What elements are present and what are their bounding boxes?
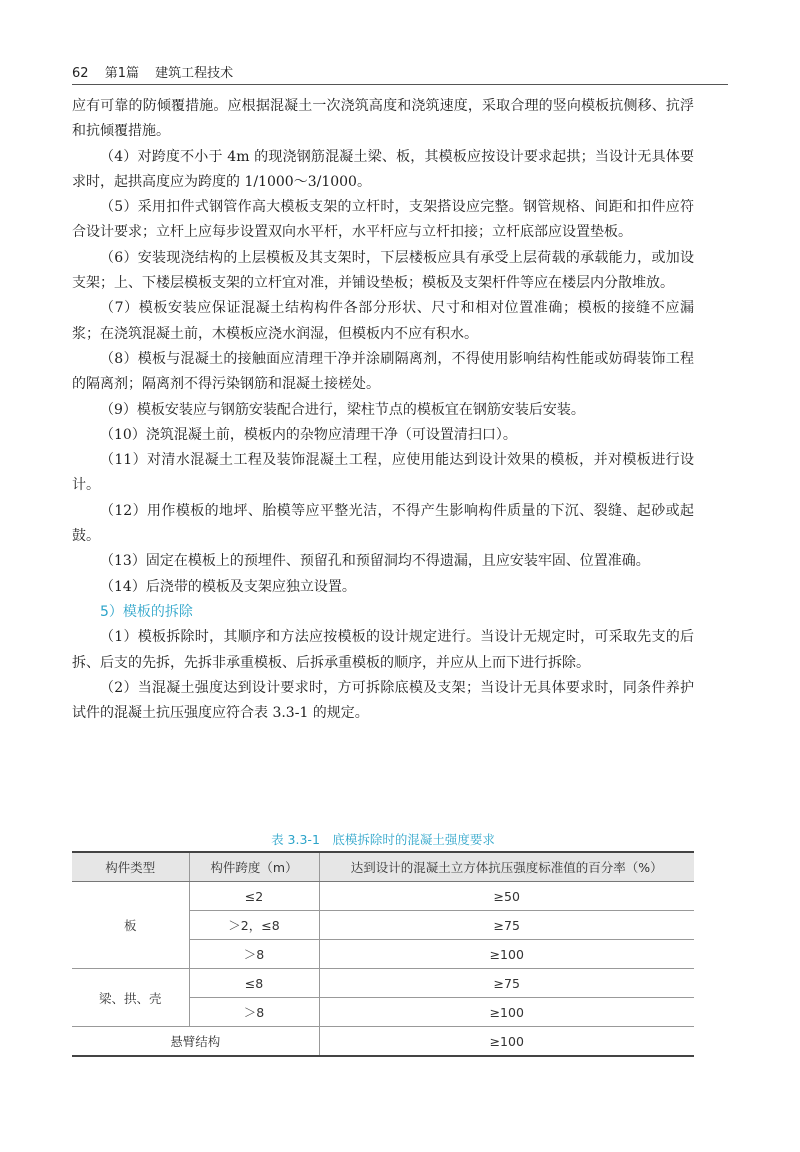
span-cell: ＞8 <box>189 940 319 969</box>
table-caption: 表 3.3-1 底模拆除时的混凝土强度要求 <box>271 832 495 847</box>
paragraph-removal-1: （1）模板拆除时，其顺序和方法应按模板的设计规定进行。当设计无规定时，可采取先支的后拆、后支的先拆，先拆非承重模板、后拆承重模板的顺序，并应从上而下进行拆除。 <box>72 629 694 671</box>
member-type-cell: 梁、拱、壳 <box>72 969 189 1027</box>
span-cell: ≤2 <box>189 882 319 911</box>
table-row <box>72 969 694 998</box>
paragraph-item-5: （5）采用扣件式钢管作高大模板支架的立杆时，支架搭设应完整。钢管规格、间距和扣件应符合设计要求；立杆上应每步设置双向水平杆，水平杆应与立杆扣接；立杆底部应设置垫板。 <box>72 199 694 241</box>
header-strength-percent: 达到设计的混凝土立方体抗压强度标准值的百分率（%） <box>319 852 694 882</box>
page-header <box>72 62 728 81</box>
paragraph-item-12: （12）用作模板的地坪、胎模等应平整光洁，不得产生影响构件质量的下沉、裂缝、起砂或起鼓。 <box>72 502 694 545</box>
paragraph-item-7: （7）模板安装应保证混凝土结构构件各部分形状、尺寸和相对位置准确；模板的接缝不应漏浆；在浇筑混凝土前，木模板应浇水润湿，但模板内不应有积水。 <box>72 300 694 342</box>
percent-cell: ≥100 <box>319 1027 694 1057</box>
paragraph-item-14: （14）后浇带的模板及支架应独立设置。 <box>100 578 356 595</box>
percent-cell: ≥75 <box>319 911 694 940</box>
paragraph-item-8: （8）模板与混凝土的接触面应清理干净并涂刷隔离剂，不得使用影响结构性能或妨碍装饰工程的隔离剂；隔离剂不得污染钢筋和混凝土接槎处。 <box>72 350 694 393</box>
paragraph-removal-2: （2）当混凝土强度达到设计要求时，方可拆除底模及支架；当设计无具体要求时，同条件养护试件的混凝土抗压强度应符合表 3.3-1 的规定。 <box>72 679 694 722</box>
strength-table <box>72 851 694 1057</box>
paragraph-item-10: （10）浇筑混凝土前，模板内的杂物应清理干净（可设置清扫口）。 <box>100 426 517 443</box>
body-text <box>72 94 694 726</box>
paragraph-continued: 应有可靠的防倾覆措施。应根据混凝土一次浇筑高度和浇筑速度，采取合理的竖向模板抗侧移、抗浮和抗倾覆措施。 <box>72 98 694 140</box>
page-number: 62 <box>72 66 89 81</box>
percent-cell: ≥75 <box>319 969 694 998</box>
table-header-row <box>72 852 694 882</box>
header-rule <box>72 84 728 85</box>
span-cell: ＞8 <box>189 998 319 1027</box>
chapter-label: 第1篇 <box>104 66 139 81</box>
span-cell: ＞2，≤8 <box>189 911 319 940</box>
paragraph-item-13: （13）固定在模板上的预埋件、预留孔和预留洞均不得遗漏，且应安装牢固、位置准确。 <box>100 553 650 570</box>
paragraph-item-6: （6）安装现浇结构的上层模板及其支架时，下层楼板应具有承受上层荷载的承载能力，或加设支架；上、下楼层模板支架的立杆宜对准，并铺设垫板；模板及支架杆件等应在楼层内分散堆放。 <box>72 249 694 292</box>
table-row <box>72 882 694 911</box>
header-member-type: 构件类型 <box>72 852 189 882</box>
percent-cell: ≥50 <box>319 882 694 911</box>
span-cell: ≤8 <box>189 969 319 998</box>
percent-cell: ≥100 <box>319 998 694 1027</box>
member-type-cell: 悬臂结构 <box>72 1027 319 1057</box>
paragraph-item-11: （11）对清水混凝土工程及装饰混凝土工程，应使用能达到设计效果的模板，并对模板进行设计。 <box>72 452 694 494</box>
chapter-title: 建筑工程技术 <box>155 66 234 81</box>
header-span: 构件跨度（m） <box>189 852 319 882</box>
paragraph-item-4: （4）对跨度不小于 4m 的现浇钢筋混凝土梁、板，其模板应按设计要求起拱；当设计无具体要求时，起拱高度应为跨度的 1/1000～3/1000。 <box>72 148 694 190</box>
section-heading: 5）模板的拆除 <box>100 603 193 620</box>
percent-cell: ≥100 <box>319 940 694 969</box>
paragraph-item-9: （9）模板安装应与钢筋安装配合进行，梁柱节点的模板宜在钢筋安装后安装。 <box>100 401 585 418</box>
member-type-cell: 板 <box>72 882 189 969</box>
table-row <box>72 1027 694 1057</box>
